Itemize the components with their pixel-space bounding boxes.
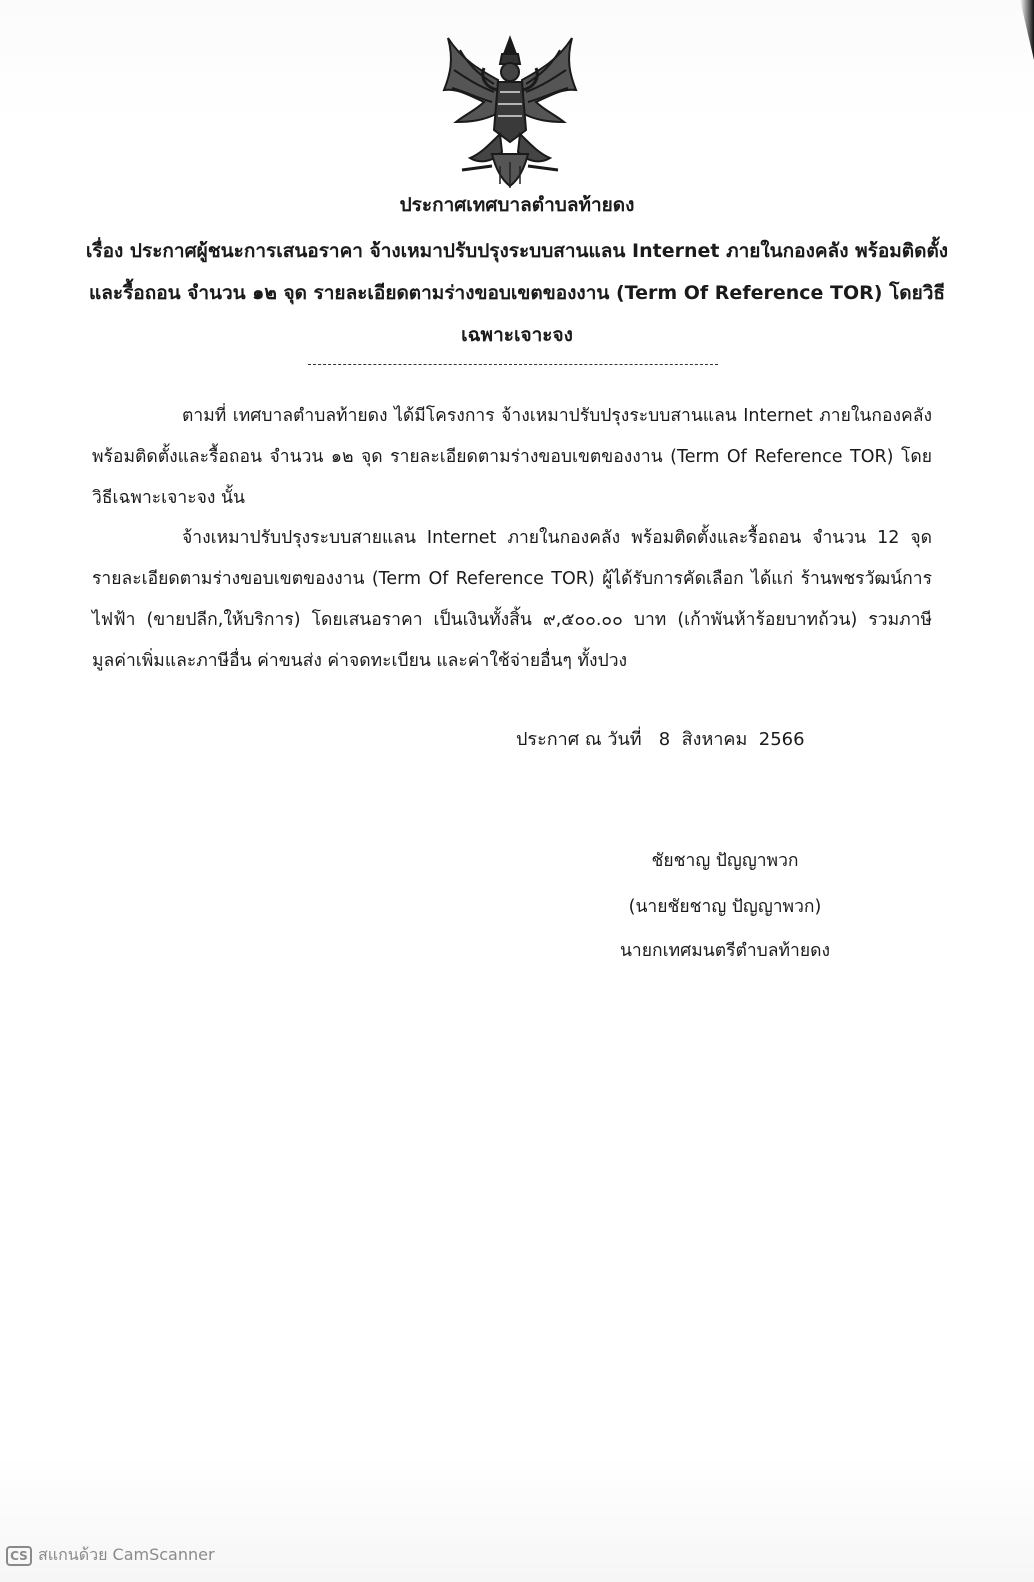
camscanner-watermark-text: สแกนด้วย CamScanner (38, 1545, 215, 1564)
scan-corner-shadow (1020, 0, 1034, 60)
body-paragraph-1: ตามที่ เทศบาลตำบลท้ายดง ได้มีโครงการ จ้างเหมาปรับปรุงระบบสานแลน Internet ภายในกองคลัง พร้อมติดตั้งและรื้อถอน จำนวน ๑๒ จุด รายละเอียดตามร่างขอบเขตของงาน (Term Of Reference TOR) โดยวิธีเฉพาะเจาะจง นั้น (92, 406, 932, 508)
signature-full-name: (นายชัยชาญ ปัญญาพวก) (628, 897, 822, 917)
signature-name: ชัยชาญ ปัญญาพวก (651, 851, 799, 871)
announcement-date: ประกาศ ณ วันที่ 8 สิงหาคม 2566 (516, 729, 805, 750)
signature-position: นายกเทศมนตรีตำบลท้ายดง (619, 941, 831, 961)
camscanner-logo-icon: CS (6, 1546, 32, 1566)
body-paragraph-2: จ้างเหมาปรับปรุงระบบสายแลน Internet ภายในกองคลัง พร้อมติดตั้งและรื้อถอน จำนวน 12 จุด รายละเอียดตามร่างขอบเขตของงาน (Term Of Reference TOR) ผู้ได้รับการคัดเลือก ได้แก่ ร้านพชรวัฒน์การไฟฟ้า (ขายปลีก,ให้บริการ) โดยเสนอราคา เป็นเงินทั้งสิ้น ๙,๕๐๐.๐๐ บาท (เก้าพันห้าร้อยบาทถ้วน) รวมภาษีมูลค่าเพิ่มและภาษีอื่น ค่าขนส่ง ค่าจดทะเบียน และค่าใช้จ่ายอื่นๆ ทั้งปวง (92, 528, 932, 671)
announcement-title: ประกาศเทศบาลตำบลท้ายดง (399, 194, 635, 216)
announcement-subject: เรื่อง ประกาศผู้ชนะการเสนอราคา จ้างเหมาปรับปรุงระบบสานแลน Internet ภายในกองคลัง พร้อมติดตั้งและรื้อถอน จำนวน ๑๒ จุด รายละเอียดตามร่างขอบเขตของงาน (Term Of Reference TOR) โดยวิธีเฉพาะเจาะจง (85, 240, 949, 346)
camscanner-watermark (6, 1543, 215, 1568)
section-divider (308, 364, 718, 365)
garuda-emblem-icon (440, 30, 580, 190)
